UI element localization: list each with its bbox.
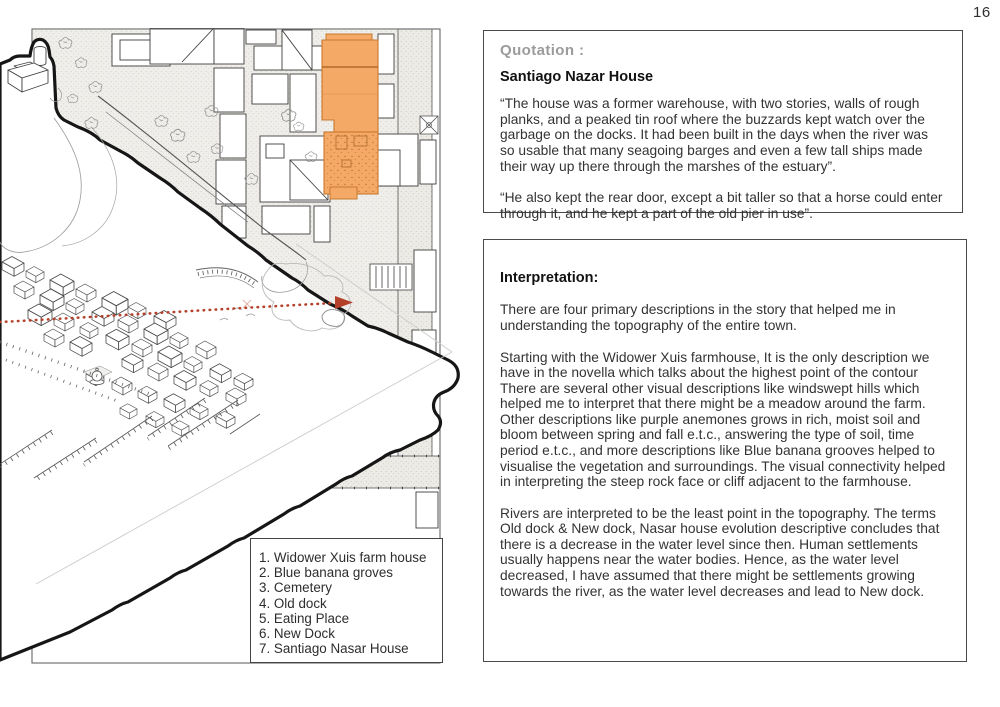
legend-item: 5. Eating Place	[259, 610, 350, 626]
quotation-title: Quotation :	[500, 42, 585, 59]
quotation-paragraph: “The house was a former warehouse, with two stories, walls of rough planks, and a peaked tin roof where the buzzards kept watch over the garbage on the docks. It had been built in the days when the river was so usable that many seagoing barges and even a few tall ships made their way up there through the marshes of the estuary”.	[500, 96, 928, 174]
interpretation-paragraph: There are four primary descriptions in the story that helped me in understanding the topography of the entire town.	[500, 302, 896, 333]
legend-item: 3. Cemetery	[259, 580, 332, 596]
interpretation-paragraph: Rivers are interpreted to be the least point in the topography. The terms Old dock & New dock, Nasar house evolution descriptive concludes that there is a decrease in the water level since then. Human settlements usually happens near the water bodies. Hence, as the water level decreased, I have assumed that there might be settlements growing towards the river, as the water level decreases and lead to New dock.	[500, 505, 940, 599]
legend-item: 2. Blue banana groves	[259, 565, 394, 581]
pinwheel-ornament-icon	[420, 116, 438, 134]
legend-item: 6. New Dock	[259, 626, 335, 642]
page-number: 16	[973, 4, 991, 21]
legend-item: 4. Old dock	[259, 595, 327, 611]
highlighted-building-santiago-nasar-house	[322, 34, 378, 199]
legend-item: 7. Santiago Nasar House	[259, 641, 409, 657]
interpretation-box	[483, 239, 967, 662]
quotation-box	[483, 30, 963, 221]
interpretation-paragraph: Starting with the Widower Xuis farmhouse, It is the only description we have in the novella which talks about the highest point of the contour There are several other visual descriptions like windswept hills which helped me to interpret that there might be a meadow around the farm.	[500, 349, 930, 412]
farm-house	[8, 47, 48, 93]
quotation-subtitle: Santiago Nazar House	[500, 68, 654, 85]
quotation-paragraph: “He also kept the rear door, except a bit taller so that a horse could enter through it, and he kept a part of the old pier in use”.	[500, 190, 943, 221]
map-legend	[250, 538, 443, 663]
interpretation-title: Interpretation:	[500, 270, 599, 286]
legend-item: 1. Widower Xuis farm house	[259, 550, 427, 565]
interpretation-paragraph: Other descriptions like purple anemones grows in rich, moist soil and bloom between spring and fall e.t.c., answering the type of soil, time period e.t.c., and more descriptions like Blue banana grooves helped to visualise the vegetation and surroundings. The visual connectivity helped in interpreting the steep rock face or cliff adjacent to the farmhouse.	[500, 411, 946, 490]
plan-dock-building	[370, 264, 412, 290]
